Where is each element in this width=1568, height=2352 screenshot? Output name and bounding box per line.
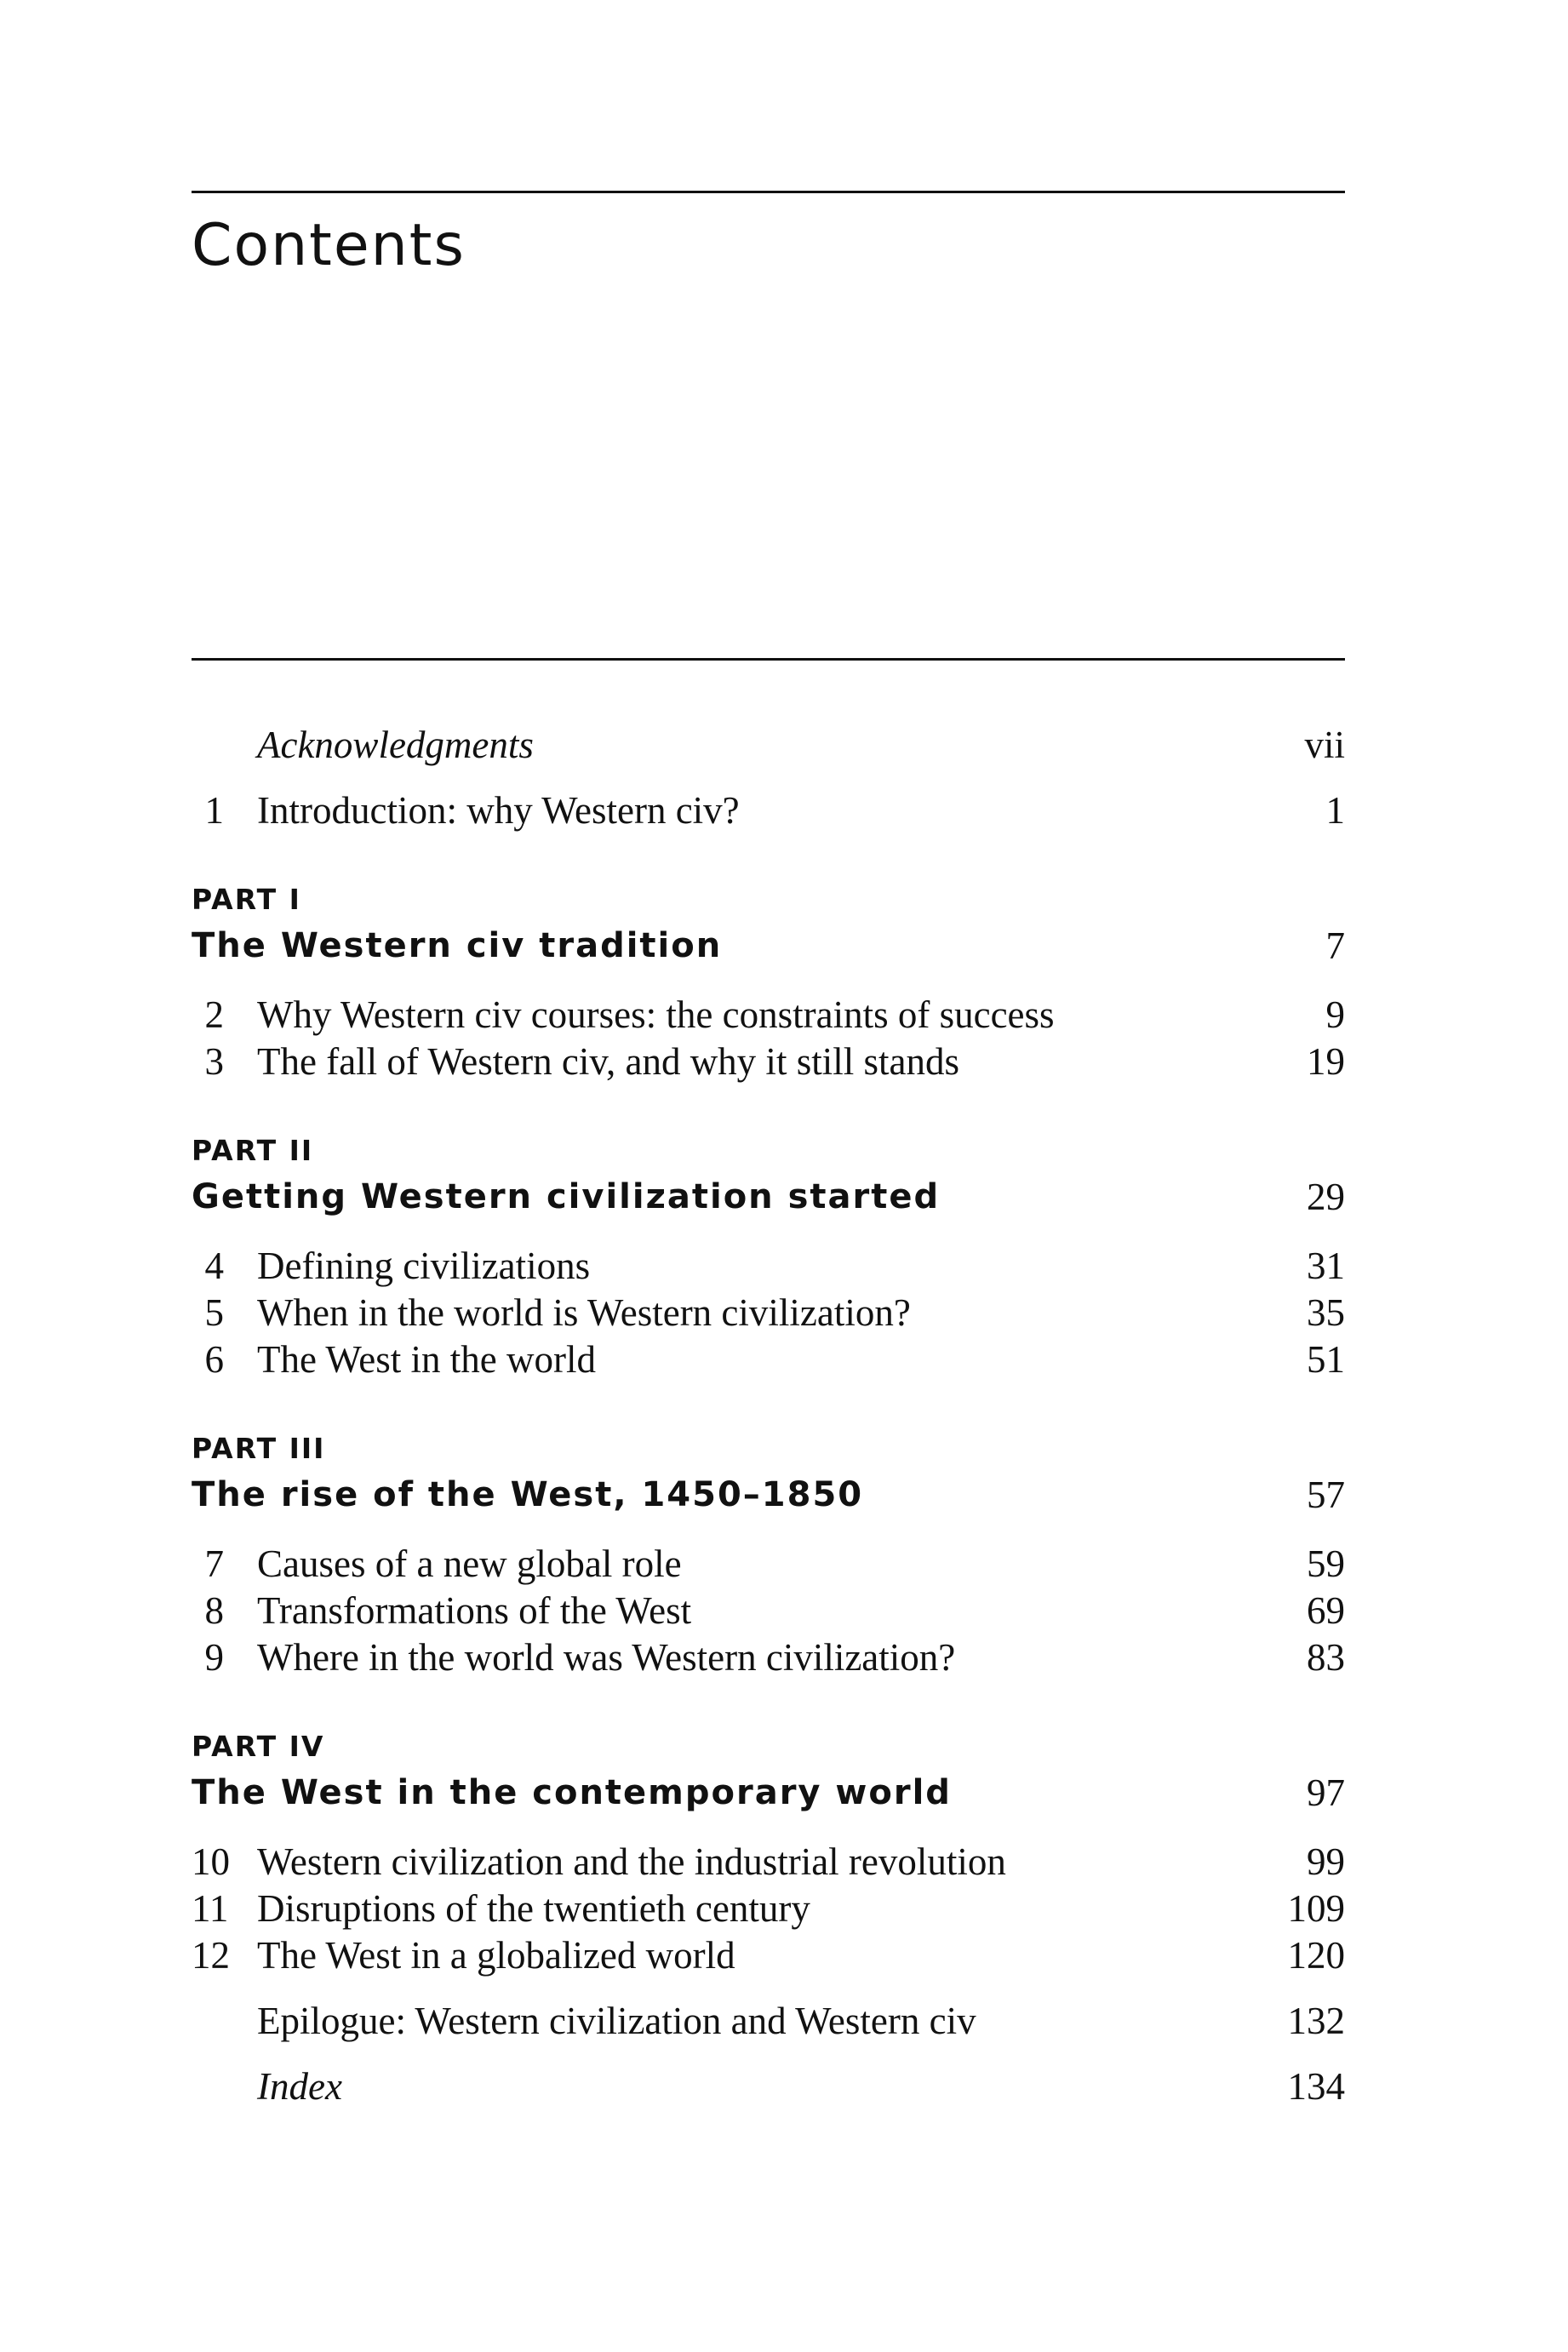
entry-page: 9	[1325, 993, 1345, 1036]
entry-page: 1	[1325, 789, 1345, 832]
entry-page: 132	[1287, 2000, 1345, 2042]
entry-page: 83	[1307, 1636, 1345, 1679]
part-page: 57	[1307, 1474, 1345, 1516]
entry-title: Transformations of the West	[257, 1589, 692, 1632]
entry-number: 4	[204, 1245, 224, 1287]
top-rule	[192, 191, 1345, 193]
entry-title: The West in the world	[257, 1338, 596, 1381]
part-page: 97	[1307, 1771, 1345, 1814]
part-label: PART I	[192, 883, 301, 916]
toc-entry-chapter-11[interactable]	[192, 1886, 1345, 1932]
page-title: Contents	[192, 212, 466, 279]
part-label: PART III	[192, 1432, 326, 1465]
entry-title: Disruptions of the twentieth century	[257, 1887, 810, 1930]
toc-entry-chapter-6[interactable]	[192, 1336, 1345, 1383]
entry-number: 9	[204, 1636, 224, 1679]
entry-page: 35	[1307, 1291, 1345, 1334]
entry-title: Western civilization and the industrial revolution	[257, 1840, 1006, 1883]
entry-number: 8	[204, 1589, 224, 1632]
entry-title: Defining civilizations	[257, 1245, 591, 1287]
part-title: Getting Western civilization started	[192, 1177, 941, 1216]
entry-page: 99	[1307, 1840, 1345, 1883]
entry-page: 134	[1287, 2065, 1345, 2108]
part-page: 29	[1307, 1176, 1345, 1218]
toc-part-3[interactable]	[192, 1470, 1345, 1519]
entry-page: 59	[1307, 1542, 1345, 1585]
toc-entry-chapter-3[interactable]	[192, 1039, 1345, 1085]
part-label: PART IV	[192, 1730, 325, 1763]
entry-page: 19	[1307, 1040, 1345, 1083]
entry-title: The fall of Western civ, and why it still stands	[257, 1040, 959, 1083]
entry-number: 2	[204, 993, 224, 1036]
entry-title: Where in the world was Western civilization?	[257, 1636, 956, 1679]
toc-entry-chapter-5[interactable]	[192, 1290, 1345, 1336]
entry-number: 12	[192, 1934, 230, 1977]
entry-title: Index	[257, 2065, 342, 2108]
table-of-contents	[192, 722, 1345, 2110]
entry-title: Introduction: why Western civ?	[257, 789, 740, 832]
entry-page: 51	[1307, 1338, 1345, 1381]
entry-title: Causes of a new global role	[257, 1542, 682, 1585]
entry-page: 120	[1287, 1934, 1345, 1977]
entry-number: 7	[204, 1542, 224, 1585]
toc-entry-index[interactable]	[192, 2063, 1345, 2110]
toc-part-2[interactable]	[192, 1172, 1345, 1222]
part-page: 7	[1325, 924, 1345, 967]
toc-entry-chapter-7[interactable]	[192, 1541, 1345, 1588]
toc-part-4[interactable]	[192, 1768, 1345, 1817]
entry-number: 10	[192, 1840, 230, 1883]
toc-entry-chapter-9[interactable]	[192, 1634, 1345, 1681]
entry-page: vii	[1304, 724, 1345, 766]
toc-entry-chapter-4[interactable]	[192, 1243, 1345, 1290]
part-title: The West in the contemporary world	[192, 1773, 952, 1812]
toc-entry-chapter-10[interactable]	[192, 1839, 1345, 1886]
entry-title: The West in a globalized world	[257, 1934, 735, 1977]
part-title: The rise of the West, 1450–1850	[192, 1475, 864, 1514]
toc-entry-chapter-12[interactable]	[192, 1932, 1345, 1979]
entry-title: Why Western civ courses: the constraints of success	[257, 993, 1055, 1036]
entry-number: 11	[192, 1887, 229, 1930]
entry-title: Epilogue: Western civilization and Western civ	[257, 2000, 976, 2042]
part-title: The Western civ tradition	[192, 926, 723, 965]
entry-number: 5	[204, 1291, 224, 1334]
entry-number: 6	[204, 1338, 224, 1381]
toc-entry-epilogue[interactable]	[192, 1998, 1345, 2045]
book-page	[192, 0, 1345, 2352]
entry-page: 69	[1307, 1589, 1345, 1632]
toc-part-1[interactable]	[192, 921, 1345, 970]
toc-entry-chapter-2[interactable]	[192, 992, 1345, 1039]
entry-number: 1	[204, 789, 224, 832]
entry-page: 109	[1287, 1887, 1345, 1930]
entry-page: 31	[1307, 1245, 1345, 1287]
entry-title: Acknowledgments	[257, 724, 534, 766]
entry-number: 3	[204, 1040, 224, 1083]
entry-title: When in the world is Western civilization?	[257, 1291, 911, 1334]
toc-entry-chapter-1[interactable]	[192, 787, 1345, 834]
middle-rule	[192, 658, 1345, 661]
toc-entry-chapter-8[interactable]	[192, 1588, 1345, 1634]
part-label: PART II	[192, 1134, 314, 1167]
toc-entry-acknowledgments[interactable]	[192, 722, 1345, 769]
